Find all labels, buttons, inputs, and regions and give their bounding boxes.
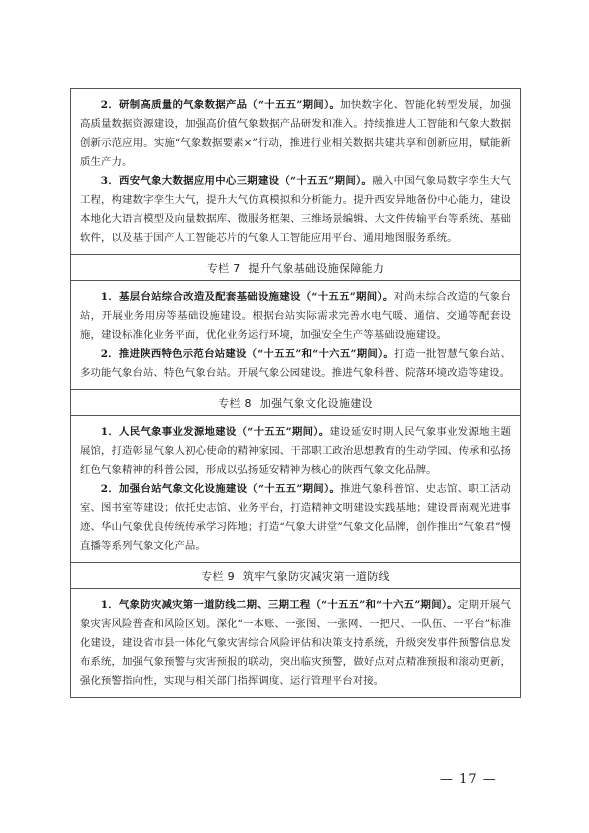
paragraph-birthplace: [80, 423, 511, 480]
item-title: 1．基层台站综合改造及配套基础设施建设（“十五五”期间）。: [100, 291, 394, 303]
item-title: 1．人民气象事业发源地建设（“十五五”期间）。: [100, 426, 330, 438]
column-number: 专栏 8: [218, 396, 252, 410]
item-title: 2．加强台站气象文化设施建设（“十五五”期间）。: [100, 483, 341, 495]
column-8-header: [71, 390, 520, 416]
item-text: 加快数字化、智能化转型发展，加强高质量数据资源建设，加强高价值气象数据产品研发和准入。持续推进人工智能和气象大数据创新示范应用。实施“气象数据要素×”行动，推进行业相关数据共建共享和创新应用，赋能新质生产力。: [80, 99, 511, 168]
column-title: 加强气象文化设施建设: [259, 396, 373, 410]
item-title: 2．推进陕西特色示范台站建设（“十五五”和“十六五”期间）。: [100, 348, 395, 360]
paragraph-station-renovation: [80, 288, 511, 345]
item-text: 融入中国气象局数字孪生大气工程，构建数字孪生大气，提升大气仿真模拟和分析能力。提升西安异地备份中心能力，建设本地化大语言模型及向量数据库、微服务框架、三维场景编辑、大文件传输平台等系统、基础软件，以及基于国产人工智能芯片的气象人工智能应用平台、通用地图服务系统。: [80, 175, 511, 244]
paragraph-culture-facilities: [80, 480, 511, 556]
item-text: 推进气象科普馆、史志馆、职工活动室、图书室等建设；依托史志馆、业务平台，打造精神文明建设实践基地；建设晋南观光进事迹、华山气象优良传统传承学习阵地；打造“气象大讲堂”气象文化品牌，创作推出“气象君”慢直播等系列气象文化产品。: [80, 483, 511, 552]
item-text: 建设延安时期人民气象事业发源地主题展馆，打造彰显气象人初心使命的精神家园、干部职工政治思想教育的生动学园、传承和弘扬红色气象精神的科普公园，形成以弘扬延安精神为核心的陕西气象文化品牌。: [80, 426, 512, 476]
paragraph-data-products: [80, 96, 511, 172]
item-title: 1．气象防灾减灾第一道防线二期、三期工程（“十五五”和“十六五”期间）。: [100, 599, 458, 611]
column-9-body: [71, 589, 520, 697]
column-9-header: [71, 563, 520, 589]
columns-table: [70, 88, 521, 698]
item-text: 定期开展气象灾害风险普查和风险区划。深化“一本账、一张图、一张网、一把尺、一队伍、一平台”标准化建设，建设省市县一体化气象灾害综合风险评估和决策支持系统，升级突发事件预警信息发布系统，加强气象预警与灾害预报的联动，突出临灾预警，做好点对点精准预报和滚动更新，强化预警指向性，实现与相关部门指挥调度、运行管理平台对接。: [80, 599, 511, 687]
column-title: 筑牢气象防灾减灾第一道防线: [242, 569, 390, 583]
column-number: 专栏 9: [201, 569, 235, 583]
column-number: 专栏 7: [206, 261, 241, 275]
column-7-body: [71, 281, 520, 390]
column-7-header: [71, 255, 520, 281]
item-title: 2．研制高质量的气象数据产品（“十五五”期间）。: [100, 99, 341, 111]
item-text: 对尚未综合改造的气象台站，开展业务用房等基础设施建设。根据台站实际需求完善水电气暖、通信、交通等配套设施，建设标准化业务平面，优化业务运行环境，加强安全生产等基础设施建设。: [80, 291, 511, 341]
paragraph-bigdata-center: [80, 172, 511, 248]
paragraph-demo-stations: [80, 345, 511, 383]
column-8-body: [71, 416, 520, 563]
paragraph-first-defense-line: [80, 596, 511, 691]
item-title: 3．西安气象大数据应用中心三期建设（“十五五”期间）。: [100, 175, 373, 187]
item-text: 打造一批智慧气象台站、多功能气象台站、特色气象台站。开展气象公园建设。推进气象科普、院落环境改造等建设。: [80, 348, 511, 379]
column-title: 提升气象基础设施保障能力: [248, 261, 385, 275]
data-products-block: [71, 89, 520, 255]
page-number: — 17 —: [440, 772, 497, 787]
